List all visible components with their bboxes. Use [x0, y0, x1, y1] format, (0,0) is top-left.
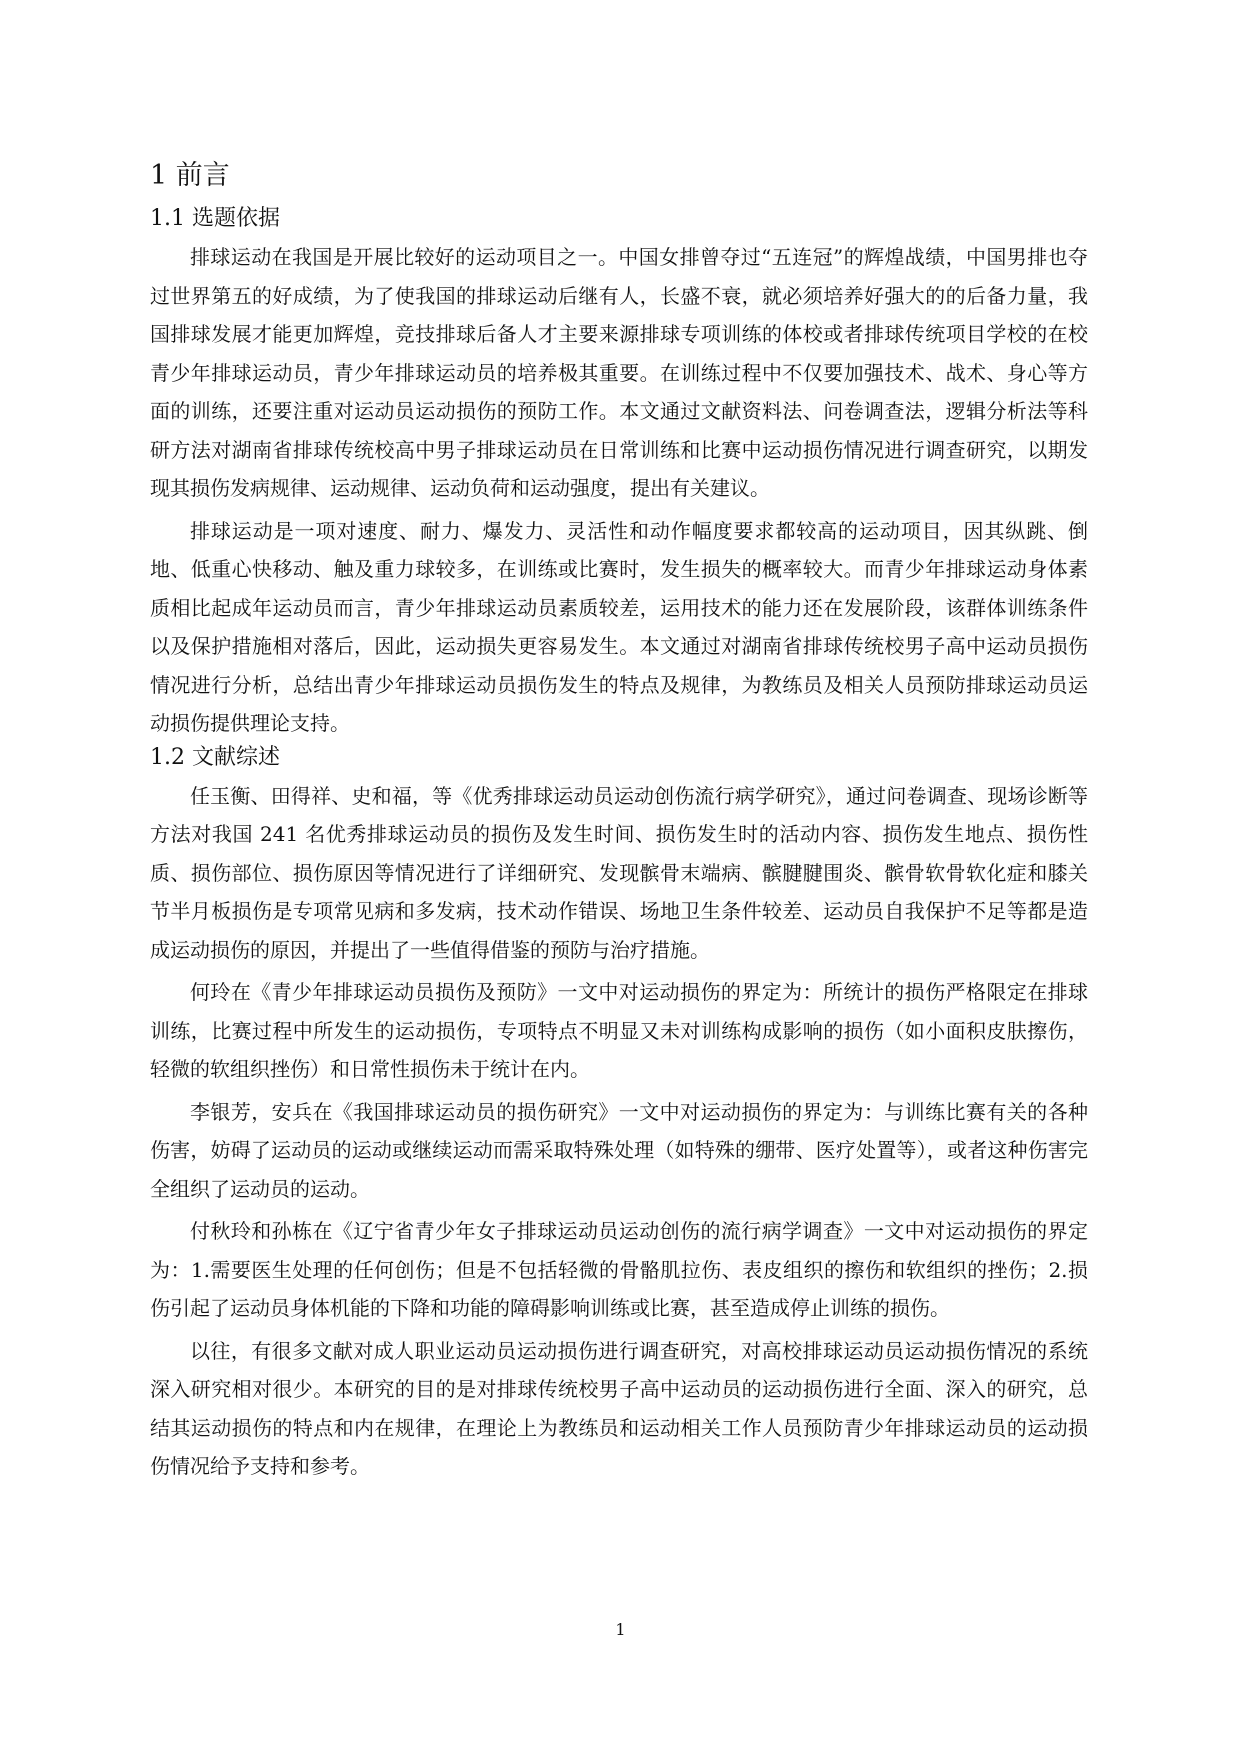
paragraph: 任玉衡、田得祥、史和福，等《优秀排球运动员运动创伤流行病学研究》，通过问卷调查、现场诊断等方法对我国 241 名优秀排球运动员的损伤及发生时间、损伤发生时的活动内容、损伤发生地点、损伤性质、损伤部位、损伤原因等情况进行了详细研究、发现髌骨末端病、髌腱腱围炎、髌骨软骨软化症和膝关节半月板损伤是专项常见病和多发病，技术动作错误、场地卫生条件较差、运动员自我保护不足等都是造成运动损伤的原因，并提出了一些值得借鉴的预防与治疗措施。 — [150, 783, 1088, 962]
paragraph: 李银芳，安兵在《我国排球运动员的损伤研究》一文中对运动损伤的界定为：与训练比赛有关的各种伤害，妨碍了运动员的运动或继续运动而需采取特殊处理（如特殊的绷带、医疗处置等），或者这种伤害完全组织了运动员的运动。 — [150, 1099, 1088, 1201]
paragraph: 排球运动是一项对速度、耐力、爆发力、灵活性和动作幅度要求都较高的运动项目，因其纵跳、倒地、低重心快移动、触及重力球较多，在训练或比赛时，发生损失的概率较大。而青少年排球运动身体素质相比起成年运动员而言，青少年排球运动员素质较差，运用技术的能力还在发展阶段，该群体训练条件以及保护措施相对落后，因此，运动损失更容易发生。本文通过对湖南省排球传统校男子高中运动员损伤情况进行分析，总结出青少年排球运动员损伤发生的特点及规律，为教练员及相关人员预防排球运动员运动损伤提供理论支持。 — [150, 518, 1088, 735]
chapter-heading: 1 前言 — [150, 160, 230, 191]
page-content — [150, 156, 1088, 1490]
paragraph: 排球运动在我国是开展比较好的运动项目之一。中国女排曾夺过“五连冠”的辉煌战绩，中国男排也夺过世界第五的好成绩，为了使我国的排球运动后继有人，长盛不衰，就必须培养好强大的的后备力量，我国排球发展才能更加辉煌，竞技排球后备人才主要来源排球专项训练的体校或者排球传统项目学校的在校青少年排球运动员，青少年排球运动员的培养极其重要。在训练过程中不仅要加强技术、战术、身心等方面的训练，还要注重对运动员运动损伤的预防工作。本文通过文献资料法、问卷调查法，逻辑分析法等科研方法对湖南省排球传统校高中男子排球运动员在日常训练和比赛中运动损伤情况进行调查研究，以期发现其损伤发病规律、运动规律、运动负荷和运动强度，提出有关建议。 — [150, 245, 1088, 500]
section-1-1-title: 1.1 选题依据 — [150, 206, 280, 231]
section-1-2-title: 1.2 文献综述 — [150, 744, 280, 770]
paragraph: 以往，有很多文献对成人职业运动员运动损伤进行调查研究，对高校排球运动员运动损伤情况的系统深入研究相对很少。本研究的目的是对排球传统校男子高中运动员的运动损伤进行全面、深入的研究，总结其运动损伤的特点和内在规律，在理论上为教练员和运动相关工作人员预防青少年排球运动员的运动损伤情况给予支持和参考。 — [150, 1338, 1088, 1478]
paragraph: 何玲在《青少年排球运动员损伤及预防》一文中对运动损伤的界定为：所统计的损伤严格限定在排球训练，比赛过程中所发生的运动损伤，专项特点不明显又未对训练构成影响的损伤（如小面积皮肤擦伤，轻微的软组织挫伤）和日常性损伤未于统计在内。 — [150, 980, 1088, 1081]
paragraph: 付秋玲和孙栋在《辽宁省青少年女子排球运动员运动创伤的流行病学调查》一文中对运动损伤的界定为：1.需要医生处理的任何创伤；但是不包括轻微的骨骼肌拉伤、表皮组织的擦伤和软组织的挫伤；2.损伤引起了运动员身体机能的下降和功能的障碍影响训练或比赛，甚至造成停止训练的损伤。 — [150, 1219, 1088, 1320]
page-number: 1 — [615, 1620, 626, 1639]
